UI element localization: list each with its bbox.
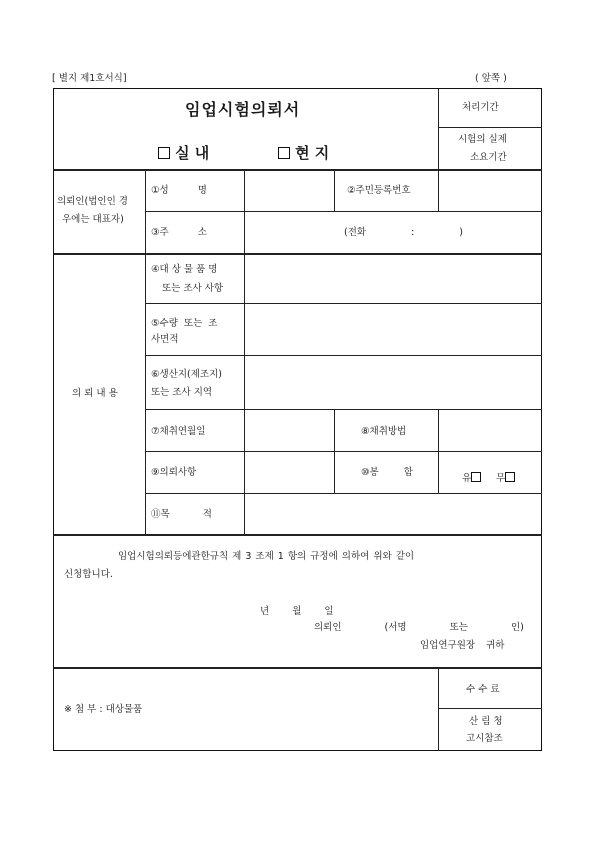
fee-label: 수 수 료: [466, 684, 500, 695]
item5-field[interactable]: [245, 304, 541, 354]
rule: [53, 667, 542, 669]
rule: [53, 534, 542, 536]
item7-label: ⑦채취연월일: [151, 426, 206, 437]
actual-time-label-1: 시험의 실제: [458, 134, 507, 145]
fee-info-2: 고시참조: [466, 733, 503, 744]
item10-label: ⑩봉 함: [361, 467, 413, 478]
rule: [438, 127, 542, 128]
item4-label-1: ④대 상 물 품 명: [151, 264, 218, 275]
address-label: ③주 소: [151, 227, 207, 238]
rule: [438, 667, 439, 751]
item9-label: ⑨의뢰사항: [151, 467, 197, 478]
statement-line-1: 임업시험의뢰등에관한규칙 제 3 조제 1 항의 규정에 의하여 위와 같이: [118, 551, 415, 562]
seal-no-option[interactable]: [496, 466, 515, 485]
item11-label: ⑪목 적: [151, 509, 212, 520]
rule: [334, 409, 335, 493]
seal-yes-checkbox[interactable]: [471, 472, 481, 482]
form-title: 임업시험의뢰서: [185, 100, 301, 119]
name-label: ①성 명: [151, 185, 207, 196]
rule: [438, 88, 439, 170]
field-checkbox[interactable]: [278, 147, 290, 159]
processing-period-label: 처리기간: [462, 102, 499, 113]
item5-label-2: 사면적: [151, 334, 179, 345]
rule: [334, 169, 335, 211]
name-field[interactable]: [245, 170, 333, 210]
phone-label: (전화 : ): [344, 227, 464, 238]
rule: [145, 451, 542, 452]
actual-time-label-2: 소요기간: [470, 152, 507, 163]
item9-field[interactable]: [245, 452, 333, 492]
rule: [438, 708, 542, 709]
seal-yes-label: 유: [462, 473, 472, 484]
rrn-field[interactable]: [439, 170, 541, 210]
seal-no-checkbox[interactable]: [505, 472, 515, 482]
field-option[interactable]: [278, 142, 329, 163]
statement-line-2: 신청합니다.: [64, 569, 113, 580]
item8-label: ⑧채취방법: [361, 426, 407, 437]
item7-field[interactable]: [245, 410, 333, 450]
item4-field[interactable]: [245, 254, 541, 302]
indoor-checkbox[interactable]: [158, 147, 170, 159]
application-date: 년 월 일: [260, 606, 334, 617]
item8-field[interactable]: [439, 410, 541, 450]
rule: [145, 169, 146, 535]
applicant-label-1: 의뢰인(법인인 경: [57, 196, 128, 207]
item6-field[interactable]: [245, 356, 541, 408]
addressee: 임업연구원장 귀하: [420, 640, 505, 651]
seal-yes-option[interactable]: [462, 466, 481, 485]
item6-label-1: ⑥생산지(제조지): [151, 369, 222, 380]
applicant-signature: 의뢰인 (서명 또는 인): [314, 622, 524, 633]
content-section-label: 의 뢰 내 용: [72, 388, 118, 399]
item4-label-2: 또는 조사 사항: [162, 283, 224, 294]
field-label: 현 지: [295, 144, 330, 162]
indoor-option[interactable]: [158, 142, 209, 163]
page-side: ( 앞쪽 ): [475, 73, 507, 84]
seal-no-label: 무: [496, 473, 506, 484]
indoor-label: 실 내: [175, 144, 210, 162]
attachment-note: ※ 첨 부 : 대상물품: [64, 704, 143, 715]
item11-field[interactable]: [245, 494, 541, 534]
form-number: [ 별지 제1호서식]: [52, 73, 127, 84]
item5-label-1: ⑤수량 또는 조: [151, 318, 218, 329]
item6-label-2: 또는 조사 지역: [151, 387, 213, 398]
applicant-label-2: 우에는 대표자): [62, 214, 124, 225]
rrn-label: ②주민등록번호: [347, 185, 411, 196]
fee-info-1: 산 림 청: [469, 716, 503, 727]
